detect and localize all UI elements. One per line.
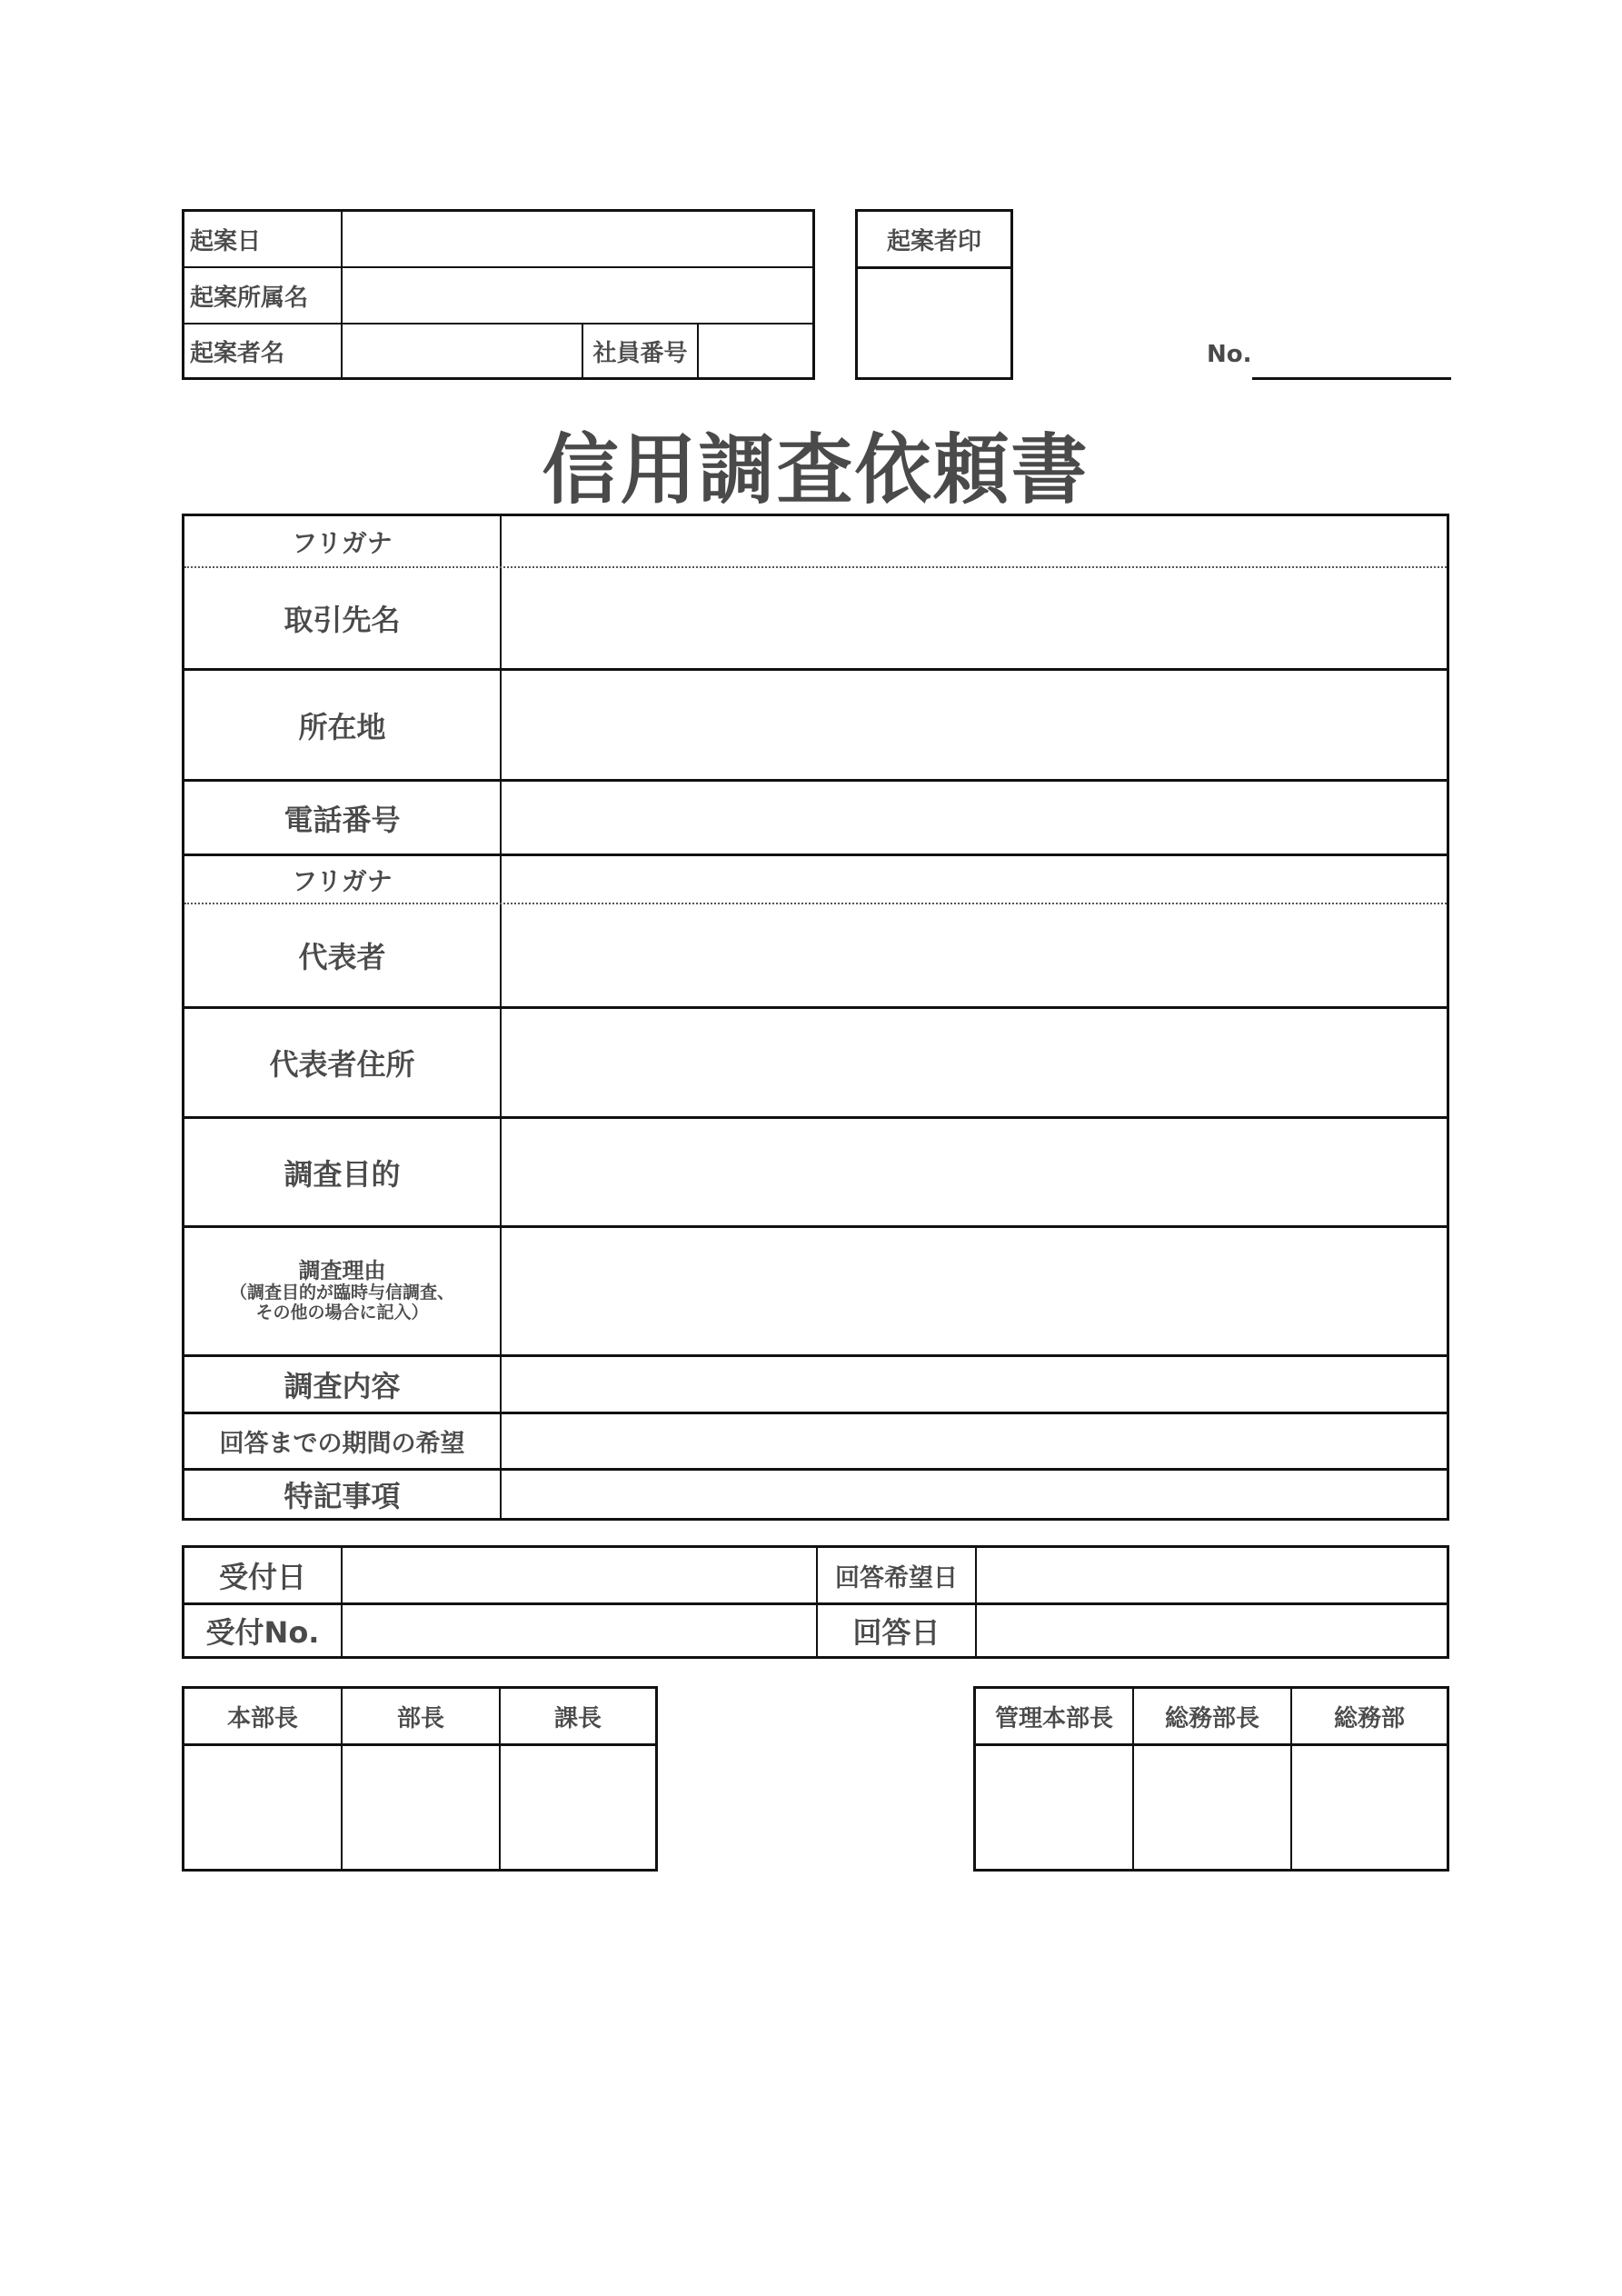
approval-header-general-affairs: 総務部 bbox=[1333, 1704, 1405, 1732]
desired-reply-date-field[interactable] bbox=[979, 1548, 1447, 1602]
investigation-purpose-field[interactable] bbox=[503, 1119, 1447, 1225]
divider bbox=[341, 1548, 343, 1656]
client-furigana-label: フリガナ bbox=[292, 527, 393, 558]
divider bbox=[500, 516, 502, 1518]
drafter-name-label: 起案者名 bbox=[190, 339, 285, 367]
phone-field[interactable] bbox=[503, 782, 1447, 854]
header-table bbox=[182, 209, 815, 380]
approval-header-division-head: 本部長 bbox=[226, 1704, 298, 1732]
doc-number-label: No. bbox=[1207, 341, 1252, 368]
received-no-label: 受付No. bbox=[205, 1615, 320, 1650]
approval-header-section-head: 課長 bbox=[553, 1704, 602, 1732]
received-date-field[interactable] bbox=[344, 1548, 814, 1602]
representative-furigana-field[interactable] bbox=[503, 856, 1447, 903]
desired-reply-date-label: 回答希望日 bbox=[835, 1563, 958, 1592]
investigation-reason-label: 調査理由 bbox=[298, 1257, 386, 1283]
approval-header-admin-division-head: 管理本部長 bbox=[994, 1704, 1113, 1732]
investigation-reason-note-1: （調査目的が臨時与信調査、 bbox=[229, 1283, 454, 1303]
address-field[interactable] bbox=[503, 671, 1447, 779]
employee-number-field[interactable] bbox=[701, 324, 812, 377]
draft-date-field[interactable] bbox=[344, 212, 812, 266]
draft-date-label: 起案日 bbox=[190, 227, 262, 255]
phone-label: 電話番号 bbox=[284, 802, 401, 837]
approval-table-right bbox=[973, 1686, 1449, 1872]
special-notes-label: 特記事項 bbox=[284, 1479, 401, 1513]
address-label: 所在地 bbox=[298, 709, 386, 744]
representative-field[interactable] bbox=[503, 904, 1447, 1006]
divider bbox=[697, 323, 699, 377]
page-title: 信用調査依頼書 bbox=[542, 424, 1090, 514]
divider bbox=[858, 266, 1010, 269]
approval-header-general-affairs-head: 総務部長 bbox=[1164, 1704, 1259, 1732]
divider bbox=[975, 1548, 977, 1656]
investigation-reason-note-2: その他の場合に記入） bbox=[255, 1303, 429, 1323]
investigation-reason-label-group bbox=[184, 1228, 500, 1354]
divider bbox=[341, 212, 343, 377]
doc-number-field[interactable] bbox=[1252, 345, 1451, 380]
client-name-field[interactable] bbox=[503, 568, 1447, 668]
approval-stamp-admin-division-head[interactable] bbox=[976, 1747, 1132, 1869]
approval-table-left bbox=[182, 1686, 658, 1872]
desired-period-label: 回答までの期間の希望 bbox=[219, 1430, 465, 1458]
approval-stamp-general-affairs[interactable] bbox=[1292, 1747, 1447, 1869]
drafter-stamp-label: 起案者印 bbox=[886, 227, 981, 255]
approval-stamp-department-head[interactable] bbox=[343, 1747, 499, 1869]
investigation-content-field[interactable] bbox=[503, 1357, 1447, 1412]
representative-label: 代表者 bbox=[298, 940, 386, 974]
drafter-name-field[interactable] bbox=[344, 324, 580, 377]
drafter-stamp-area[interactable] bbox=[858, 270, 1010, 377]
investigation-content-label: 調査内容 bbox=[284, 1369, 401, 1403]
employee-number-label: 社員番号 bbox=[592, 339, 688, 367]
client-name-label: 取引先名 bbox=[284, 603, 401, 637]
representative-furigana-label: フリガナ bbox=[292, 865, 393, 896]
client-furigana-field[interactable] bbox=[503, 516, 1447, 566]
investigation-purpose-label: 調査目的 bbox=[284, 1156, 401, 1192]
divider bbox=[184, 1743, 655, 1746]
received-no-field[interactable] bbox=[344, 1605, 814, 1656]
representative-address-label: 代表者住所 bbox=[269, 1047, 415, 1082]
drafter-stamp-box bbox=[855, 209, 1013, 380]
reply-date-label: 回答日 bbox=[852, 1615, 940, 1650]
reception-table bbox=[182, 1545, 1449, 1659]
approval-stamp-division-head[interactable] bbox=[184, 1747, 341, 1869]
representative-address-field[interactable] bbox=[503, 1009, 1447, 1116]
divider bbox=[976, 1743, 1447, 1746]
draft-department-field[interactable] bbox=[344, 268, 812, 323]
approval-stamp-general-affairs-head[interactable] bbox=[1134, 1747, 1290, 1869]
main-table bbox=[182, 514, 1449, 1521]
reply-date-field[interactable] bbox=[979, 1605, 1447, 1656]
approval-stamp-section-head[interactable] bbox=[501, 1747, 655, 1869]
desired-period-field[interactable] bbox=[503, 1414, 1447, 1468]
approval-header-department-head: 部長 bbox=[396, 1704, 444, 1732]
special-notes-field[interactable] bbox=[503, 1471, 1447, 1518]
received-date-label: 受付日 bbox=[218, 1560, 306, 1594]
draft-department-label: 起案所属名 bbox=[190, 284, 309, 312]
investigation-reason-field[interactable] bbox=[503, 1228, 1447, 1354]
